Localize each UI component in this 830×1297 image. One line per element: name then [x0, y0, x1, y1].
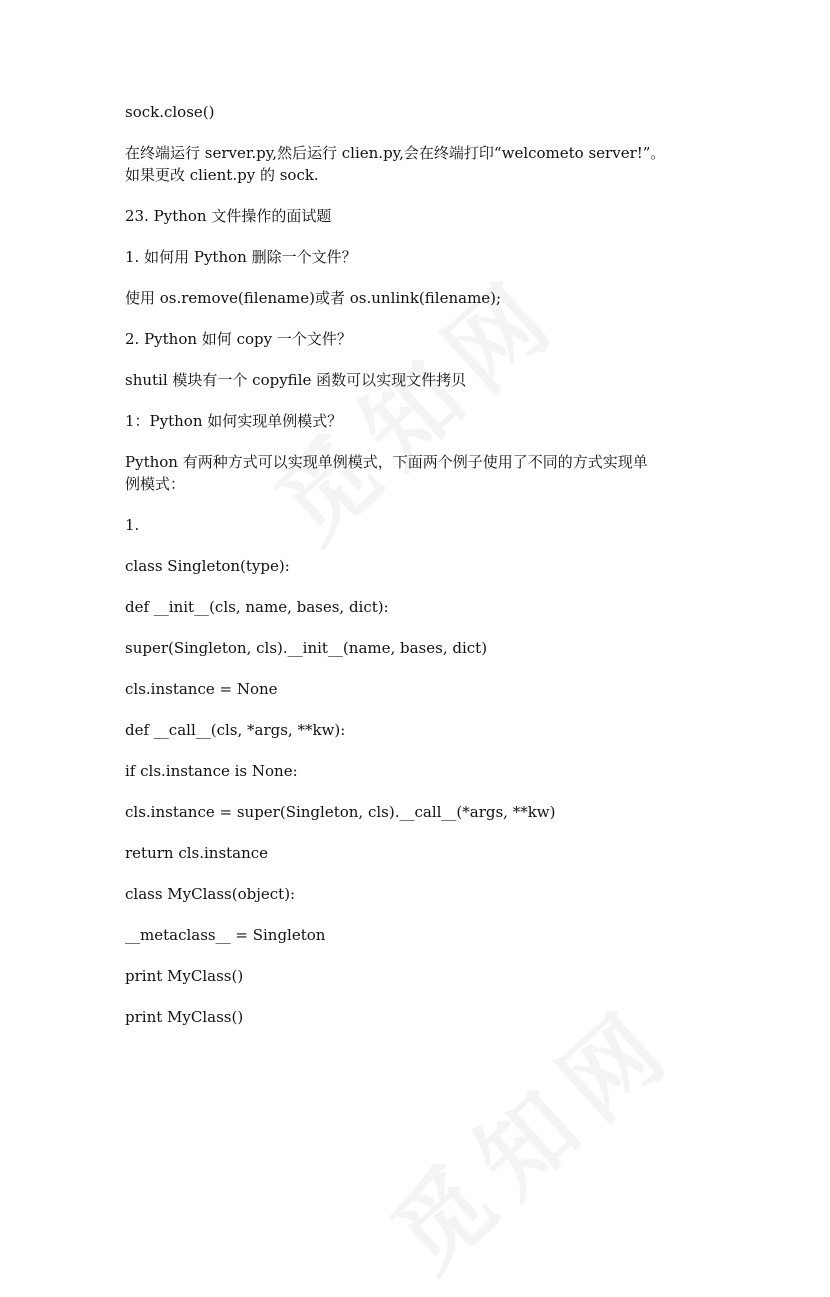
code-line: def __init__(cls, name, bases, dict):	[125, 598, 389, 616]
question-line: 1. 如何用 Python 删除一个文件？	[125, 248, 357, 266]
list-marker: 1.	[125, 516, 140, 534]
document-body	[125, 101, 725, 1028]
code-line: print MyClass()	[125, 1008, 244, 1026]
paragraph-line: Python 有两种方式可以实现单例模式，下面两个例子使用了不同的方式实现单	[125, 453, 648, 471]
code-line: if cls.instance is None:	[125, 762, 298, 780]
code-line: def __call__(cls, *args, **kw):	[125, 721, 346, 739]
answer-line: 使用 os.remove(filename)或者 os.unlink(filename);	[125, 289, 502, 307]
code-line: __metaclass__ = Singleton	[125, 926, 326, 944]
code-line: super(Singleton, cls).__init__(name, bases, dict)	[125, 639, 488, 657]
code-line: return cls.instance	[125, 844, 269, 862]
question-line: 1：Python 如何实现单例模式？	[125, 412, 343, 430]
code-line: cls.instance = super(Singleton, cls).__call__(*args, **kw)	[125, 803, 556, 821]
code-line: print MyClass()	[125, 967, 244, 985]
answer-line: shutil 模块有一个 copyfile 函数可以实现文件拷贝	[125, 371, 467, 389]
question-line: 2. Python 如何 copy 一个文件？	[125, 330, 352, 348]
section-heading: 23. Python 文件操作的面试题	[125, 207, 332, 225]
code-line: class Singleton(type):	[125, 557, 290, 575]
paragraph-line: 在终端运行 server.py,然后运行 clien.py,会在终端打印“welcometo server!”。	[125, 144, 666, 162]
paragraph-line: 例模式：	[125, 475, 186, 493]
code-line: sock.close()	[125, 103, 215, 121]
paragraph-line: 如果更改 client.py 的 sock.	[125, 166, 319, 184]
code-line: cls.instance = None	[125, 680, 278, 698]
code-line: class MyClass(object):	[125, 885, 296, 903]
